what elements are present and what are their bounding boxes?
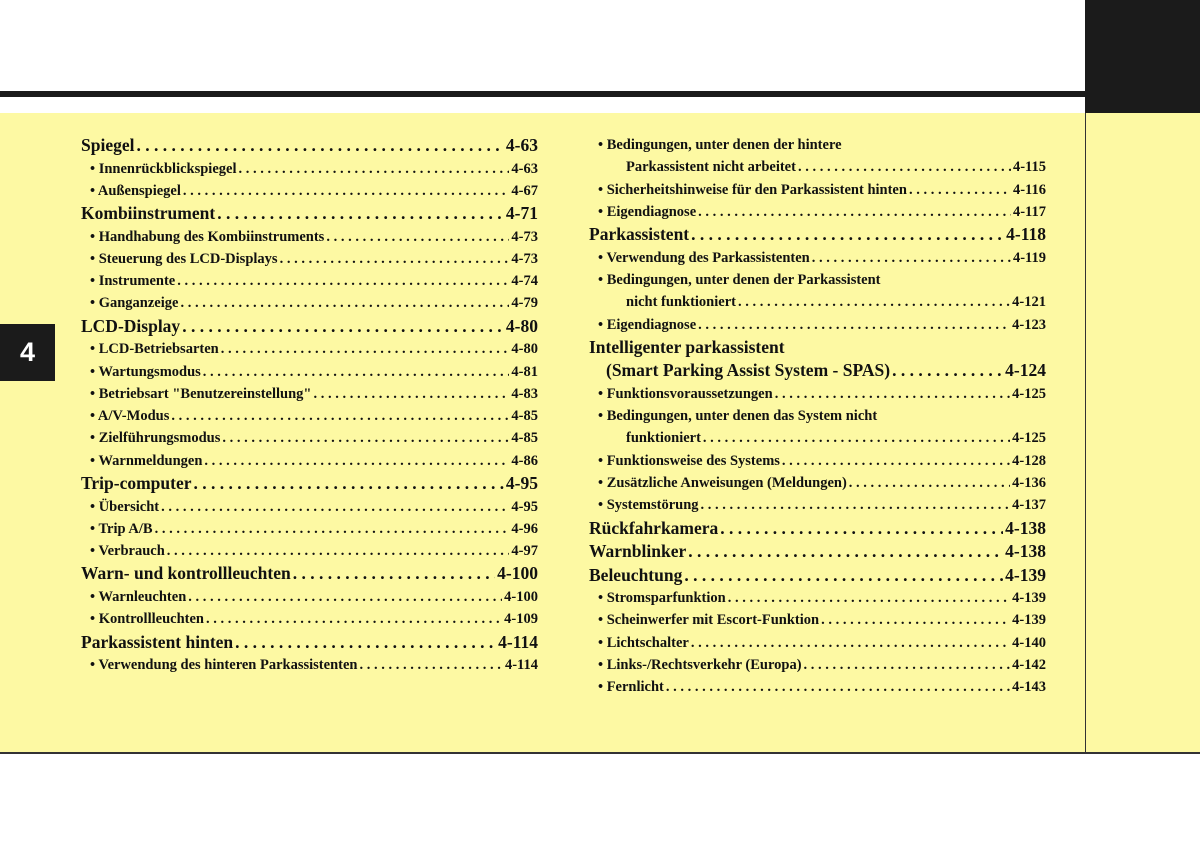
toc-page: 4-85 xyxy=(511,408,538,425)
toc-page: 4-80 xyxy=(505,315,538,336)
toc-label: • Fernlicht xyxy=(598,676,664,698)
toc-page: 4-116 xyxy=(1012,181,1046,198)
toc-heading[interactable] xyxy=(589,564,1046,588)
toc-subentry[interactable] xyxy=(81,248,538,270)
toc-subentry[interactable] xyxy=(81,496,538,518)
toc-page: 4-124 xyxy=(1005,360,1046,381)
toc-subentry[interactable] xyxy=(589,450,1046,472)
toc-subentry[interactable] xyxy=(81,383,538,405)
toc-label: • Scheinwerfer mit Escort-Funktion xyxy=(598,609,819,631)
toc-page: 4-115 xyxy=(1012,159,1046,176)
leader-dots xyxy=(188,586,502,608)
toc-page: 4-73 xyxy=(511,250,538,267)
toc-label: Warnblinker xyxy=(589,541,687,562)
toc-label: • Steuerung des LCD-Displays xyxy=(90,248,278,270)
toc-page: 4-128 xyxy=(1012,452,1046,469)
toc-subentry[interactable] xyxy=(81,540,538,562)
leader-dots xyxy=(194,472,504,496)
toc-subentry[interactable] xyxy=(589,247,1046,269)
header-rule xyxy=(0,91,1085,97)
toc-page: 4-86 xyxy=(511,452,538,469)
toc-subentry[interactable] xyxy=(81,180,538,202)
toc-subentry[interactable] xyxy=(589,676,1046,698)
toc-page: 4-95 xyxy=(505,473,538,494)
toc-page: 4-63 xyxy=(505,135,538,155)
toc-page: 4-85 xyxy=(511,430,538,447)
toc-page: 4-138 xyxy=(1005,541,1046,562)
toc-label: • A/V-Modus xyxy=(90,405,169,427)
toc-label: Bedingungen, unter denen der Parkassistent xyxy=(606,271,881,288)
leader-dots xyxy=(183,180,510,202)
toc-label: • Zielführungsmodus xyxy=(90,427,220,449)
toc-heading-continuation[interactable] xyxy=(589,359,1046,383)
toc-right-column xyxy=(589,134,1046,699)
leader-dots xyxy=(703,427,1010,449)
toc-subentry[interactable] xyxy=(81,450,538,472)
toc-page: 4-140 xyxy=(1012,634,1046,651)
toc-heading[interactable] xyxy=(589,517,1046,541)
leader-dots xyxy=(204,450,509,472)
leader-dots xyxy=(222,427,509,449)
leader-dots xyxy=(691,632,1010,654)
toc-page: 4-139 xyxy=(1012,590,1046,607)
toc-label: • Verwendung des hinteren Parkassistenten xyxy=(90,654,357,676)
leader-dots xyxy=(849,472,1010,494)
toc-label: • Warnmeldungen xyxy=(90,450,202,472)
toc-subentry[interactable] xyxy=(589,632,1046,654)
toc-page: 4-83 xyxy=(511,385,538,402)
toc-subentry[interactable] xyxy=(589,134,1046,156)
toc-label: Beleuchtung xyxy=(589,564,683,585)
toc-label: Kombiinstrument xyxy=(81,203,216,224)
toc-label: Parkassistent nicht arbeitet xyxy=(626,159,796,176)
toc-label: • Instrumente xyxy=(90,270,175,292)
toc-subentry[interactable] xyxy=(81,518,538,540)
leader-dots xyxy=(798,156,1011,178)
toc-heading[interactable] xyxy=(81,472,538,496)
toc-subentry[interactable] xyxy=(81,292,538,314)
toc-label: nicht funktioniert xyxy=(626,294,736,311)
toc-subentry[interactable] xyxy=(81,270,538,292)
toc-subentry[interactable] xyxy=(589,201,1046,223)
toc-label: • Verwendung des Parkassistenten xyxy=(598,247,810,269)
toc-label: • Eigendiagnose xyxy=(598,201,696,223)
toc-label: Bedingungen, unter denen der hintere xyxy=(606,137,842,153)
toc-subentry[interactable] xyxy=(81,158,538,180)
toc-subentry[interactable] xyxy=(589,472,1046,494)
leader-dots xyxy=(293,562,495,586)
header-black-block xyxy=(1085,0,1200,113)
toc-subentry[interactable] xyxy=(589,654,1046,676)
toc-subentry[interactable] xyxy=(81,608,538,630)
toc-page: 4-138 xyxy=(1005,517,1046,538)
leader-dots xyxy=(909,179,1011,201)
leader-dots xyxy=(326,226,509,248)
toc-subentry[interactable] xyxy=(589,314,1046,336)
toc-page: 4-114 xyxy=(498,631,538,652)
toc-page: 4-71 xyxy=(505,203,538,224)
toc-label: funktioniert xyxy=(626,430,701,447)
toc-page: 4-80 xyxy=(511,341,538,358)
toc-label: • Warnleuchten xyxy=(90,586,186,608)
leader-dots xyxy=(775,383,1010,405)
toc-label: • Links-/Rechtsverkehr (Europa) xyxy=(598,654,802,676)
toc-page: 4-117 xyxy=(1012,203,1046,220)
toc-heading[interactable] xyxy=(589,540,1046,564)
toc-label: • Wartungsmodus xyxy=(90,361,201,383)
toc-label: Warn- und kontrollleuchten xyxy=(81,563,291,584)
leader-dots xyxy=(892,359,1003,383)
toc-subentry[interactable] xyxy=(589,609,1046,631)
leader-dots xyxy=(313,383,509,405)
toc-subentry[interactable] xyxy=(589,179,1046,201)
toc-heading[interactable] xyxy=(81,315,538,339)
footer-rule xyxy=(0,752,1200,754)
toc-page: 4-125 xyxy=(1012,430,1046,447)
toc-page: 4-100 xyxy=(497,563,538,584)
toc-page: 4-121 xyxy=(1012,294,1046,311)
leader-dots xyxy=(171,405,509,427)
toc-label: Parkassistent hinten xyxy=(81,631,234,652)
toc-page: 4-137 xyxy=(1012,497,1046,514)
toc-page: 4-96 xyxy=(511,520,538,537)
toc-subentry[interactable] xyxy=(81,405,538,427)
toc-heading[interactable] xyxy=(81,562,538,586)
leader-dots xyxy=(155,518,510,540)
toc-label: • Trip A/B xyxy=(90,518,153,540)
leader-dots xyxy=(238,158,509,180)
leader-dots xyxy=(701,494,1011,516)
toc-label: Intelligenter parkassistent xyxy=(589,336,785,357)
toc-label: • Eigendiagnose xyxy=(598,314,696,336)
toc-page: 4-73 xyxy=(511,228,538,245)
toc-page: 4-118 xyxy=(1006,224,1046,245)
leader-dots xyxy=(738,291,1010,313)
leader-dots xyxy=(280,248,510,270)
toc-subentry[interactable] xyxy=(589,269,1046,291)
toc-page: 4-95 xyxy=(511,498,538,515)
toc-subentry-continuation[interactable] xyxy=(589,291,1046,313)
toc-heading[interactable] xyxy=(81,202,538,226)
right-divider xyxy=(1085,113,1086,752)
toc-subentry[interactable] xyxy=(81,586,538,608)
toc-label: • Ganganzeige xyxy=(90,292,178,314)
toc-label: • Sicherheitshinweise für den Parkassistent hinten xyxy=(598,179,907,201)
toc-page: 4-123 xyxy=(1012,316,1046,333)
toc-label: Spiegel xyxy=(81,135,135,155)
leader-dots xyxy=(821,609,1010,631)
leader-dots xyxy=(221,338,510,360)
toc-label: • LCD-Betriebsarten xyxy=(90,338,219,360)
toc-page: 4-139 xyxy=(1005,564,1046,585)
toc-subentry[interactable] xyxy=(81,427,538,449)
toc-label: • Handhabung des Kombiinstruments xyxy=(90,226,324,248)
toc-page: 4-63 xyxy=(511,160,538,177)
toc-page: 4-143 xyxy=(1012,679,1046,696)
toc-subentry[interactable] xyxy=(589,494,1046,516)
toc-heading[interactable] xyxy=(589,223,1046,247)
toc-left-column xyxy=(81,134,538,676)
toc-page: 4-109 xyxy=(504,611,538,628)
toc-label: (Smart Parking Assist System - SPAS) xyxy=(606,360,891,381)
leader-dots xyxy=(688,540,1003,564)
toc-page: 4-81 xyxy=(511,363,538,380)
leader-dots xyxy=(161,496,509,518)
toc-label: Trip-computer xyxy=(81,473,192,494)
toc-label: • Lichtschalter xyxy=(598,632,689,654)
toc-subentry[interactable] xyxy=(81,654,538,676)
toc-page: 4-139 xyxy=(1012,612,1046,629)
leader-dots xyxy=(812,247,1011,269)
toc-page: 4-79 xyxy=(511,295,538,312)
toc-label: • Kontrollleuchten xyxy=(90,608,204,630)
leader-dots xyxy=(136,134,503,158)
toc-label: Parkassistent xyxy=(589,224,690,245)
toc-label: • Verbrauch xyxy=(90,540,165,562)
toc-page: 4-67 xyxy=(511,182,538,199)
leader-dots xyxy=(698,314,1010,336)
leader-dots xyxy=(203,361,510,383)
toc-label: • Außenspiegel xyxy=(90,180,181,202)
toc-heading[interactable] xyxy=(589,336,1046,360)
toc-label: • Stromsparfunktion xyxy=(598,587,726,609)
leader-dots xyxy=(206,608,502,630)
toc-subentry[interactable] xyxy=(589,383,1046,405)
leader-dots xyxy=(177,270,509,292)
toc-page: 4-136 xyxy=(1012,475,1046,492)
toc-label: • Systemstörung xyxy=(598,494,699,516)
toc-subentry[interactable] xyxy=(81,361,538,383)
toc-subentry-continuation[interactable] xyxy=(589,427,1046,449)
leader-dots xyxy=(691,223,1004,247)
leader-dots xyxy=(359,654,503,676)
toc-label: Bedingungen, unter denen das System nicht xyxy=(606,408,878,425)
leader-dots xyxy=(182,315,504,339)
toc-heading[interactable] xyxy=(81,134,538,158)
leader-dots xyxy=(217,202,504,226)
toc-page: 4-119 xyxy=(1012,249,1046,266)
chapter-tab: 4 xyxy=(0,324,55,381)
toc-label: Rückfahrkamera xyxy=(589,517,719,538)
toc-page: 4-97 xyxy=(511,543,538,560)
toc-heading[interactable] xyxy=(81,631,538,655)
toc-label: • Innenrückblickspiegel xyxy=(90,158,236,180)
toc-page: 4-142 xyxy=(1012,657,1046,674)
toc-subentry[interactable] xyxy=(81,226,538,248)
leader-dots xyxy=(684,564,1003,588)
toc-label: LCD-Display xyxy=(81,315,181,336)
toc-page: 4-125 xyxy=(1012,385,1046,402)
toc-page: 4-74 xyxy=(511,273,538,290)
toc-subentry[interactable] xyxy=(589,587,1046,609)
toc-label: • Übersicht xyxy=(90,496,159,518)
toc-subentry-continuation[interactable] xyxy=(589,156,1046,178)
leader-dots xyxy=(666,676,1010,698)
leader-dots xyxy=(180,292,509,314)
leader-dots xyxy=(720,517,1003,541)
leader-dots xyxy=(804,654,1011,676)
toc-label: • Zusätzliche Anweisungen (Meldungen) xyxy=(598,472,847,494)
leader-dots xyxy=(235,631,496,655)
toc-subentry[interactable] xyxy=(81,338,538,360)
leader-dots xyxy=(698,201,1011,223)
toc-label: • Funktionsweise des Systems xyxy=(598,450,780,472)
toc-label: • Funktionsvoraussetzungen xyxy=(598,383,773,405)
toc-page: 4-100 xyxy=(504,588,538,605)
leader-dots xyxy=(167,540,510,562)
leader-dots xyxy=(782,450,1010,472)
toc-subentry[interactable] xyxy=(589,405,1046,427)
toc-label: • Betriebsart "Benutzereinstellung" xyxy=(90,383,311,405)
leader-dots xyxy=(728,587,1010,609)
toc-page: 4-114 xyxy=(504,657,538,674)
